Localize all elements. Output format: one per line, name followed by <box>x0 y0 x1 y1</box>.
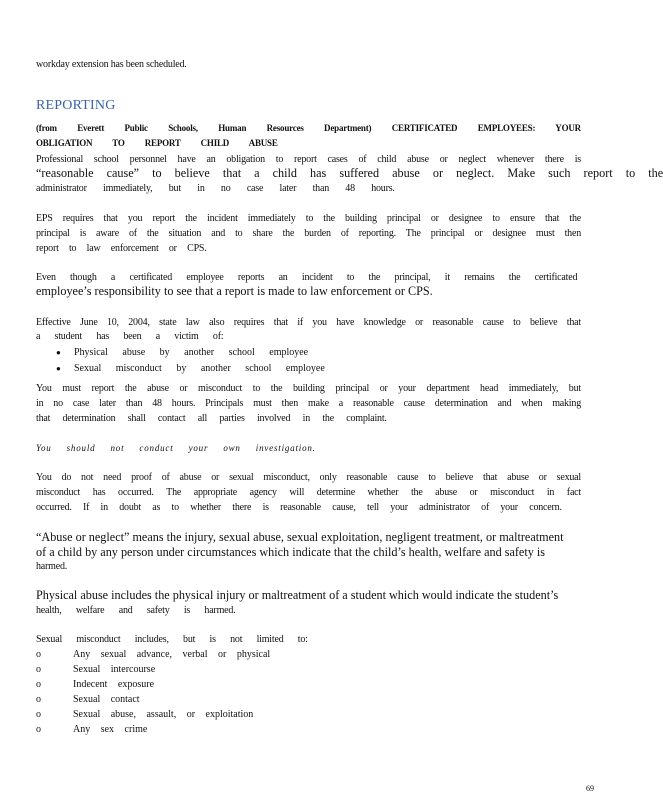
para2-line2: principal is aware of the situation and to share the burden of reporting. The principal or designee must then <box>36 228 581 239</box>
para3-line1: Even though a certificated employee reports an incident to the principal, it remains the certificated <box>36 272 578 283</box>
para2-line3: report to law enforcement or CPS. <box>36 243 207 254</box>
bullet-dot-icon: ● <box>56 348 61 357</box>
bullet-dot-icon: ● <box>56 364 61 373</box>
list-marker: o <box>36 649 41 660</box>
para1-line1: Professional school personnel have an obligation to report cases of child abuse or neglect whenever there is <box>36 154 581 165</box>
para4-line2: a student has been a victim of: <box>36 331 224 342</box>
list-item: Sexual intercourse <box>73 664 156 675</box>
para7-line2: of a child by any person under circumstances which indicate that the child’s health, welfare and safety is <box>36 545 545 559</box>
para3-line2: employee’s responsibility to see that a report is made to law enforcement or CPS. <box>36 284 433 298</box>
list-item: Any sex crime <box>73 724 148 735</box>
list-intro: Sexual misconduct includes, but is not limited to: <box>36 634 308 645</box>
para6-line3: occurred. If in doubt as to whether there is reasonable cause, tell your administrator of your concern. <box>36 502 562 513</box>
para4-line1: Effective June 10, 2004, state law also requires that if you have knowledge or reasonable cause to believe that <box>36 317 581 328</box>
list-marker: o <box>36 724 41 735</box>
list-marker: o <box>36 694 41 705</box>
source-line-2: OBLIGATION TO REPORT CHILD ABUSE <box>36 138 278 148</box>
source-line-1: (from Everett Public Schools, Human Resources Department) CERTIFICATED EMPLOYEES: YOUR <box>36 123 581 133</box>
section-heading: REPORTING <box>36 98 116 113</box>
para5-line1: You must report the abuse or misconduct to the building principal or your department head immediately, but <box>36 383 581 394</box>
list-item: Indecent exposure <box>73 679 155 690</box>
para6-line2: misconduct has occurred. The appropriate agency will determine whether the abuse or misconduct in fact <box>36 487 581 498</box>
list-marker: o <box>36 679 41 690</box>
list-marker: o <box>36 664 41 675</box>
list-marker: o <box>36 709 41 720</box>
para8-line2: health, welfare and safety is harmed. <box>36 605 236 616</box>
italic-note: You should not conduct your own investigation. <box>36 443 316 453</box>
intro-line: workday extension has been scheduled. <box>36 59 187 70</box>
page-number: 69 <box>586 784 594 793</box>
para8-line1: Physical abuse includes the physical injury or maltreatment of a student which would indicate the student’s <box>36 588 559 602</box>
para7-line3: harmed. <box>36 561 68 572</box>
para7-line1: “Abuse or neglect” means the injury, sexual abuse, sexual exploitation, negligent treatment, or maltreatment <box>36 530 564 544</box>
bullet-item: Physical abuse by another school employee <box>74 347 309 358</box>
para1-line2: “reasonable cause” to believe that a child has suffered abuse or neglect. Make such report to the <box>36 166 663 180</box>
list-item: Any sexual advance, verbal or physical <box>73 649 271 660</box>
para1-line3: administrator immediately, but in no case later than 48 hours. <box>36 183 395 194</box>
list-item: Sexual abuse, assault, or exploitation <box>73 709 254 720</box>
bullet-item: Sexual misconduct by another school employee <box>74 363 325 374</box>
para5-line2: in no case later than 48 hours. Principals must then make a reasonable cause determination and when making <box>36 398 581 409</box>
para6-line1: You do not need proof of abuse or sexual misconduct, only reasonable cause to believe that abuse or sexual <box>36 472 581 483</box>
list-item: Sexual contact <box>73 694 140 705</box>
para2-line1: EPS requires that you report the incident immediately to the building principal or designee to ensure that the <box>36 213 581 224</box>
para5-line3: that determination shall contact all parties involved in the complaint. <box>36 413 387 424</box>
